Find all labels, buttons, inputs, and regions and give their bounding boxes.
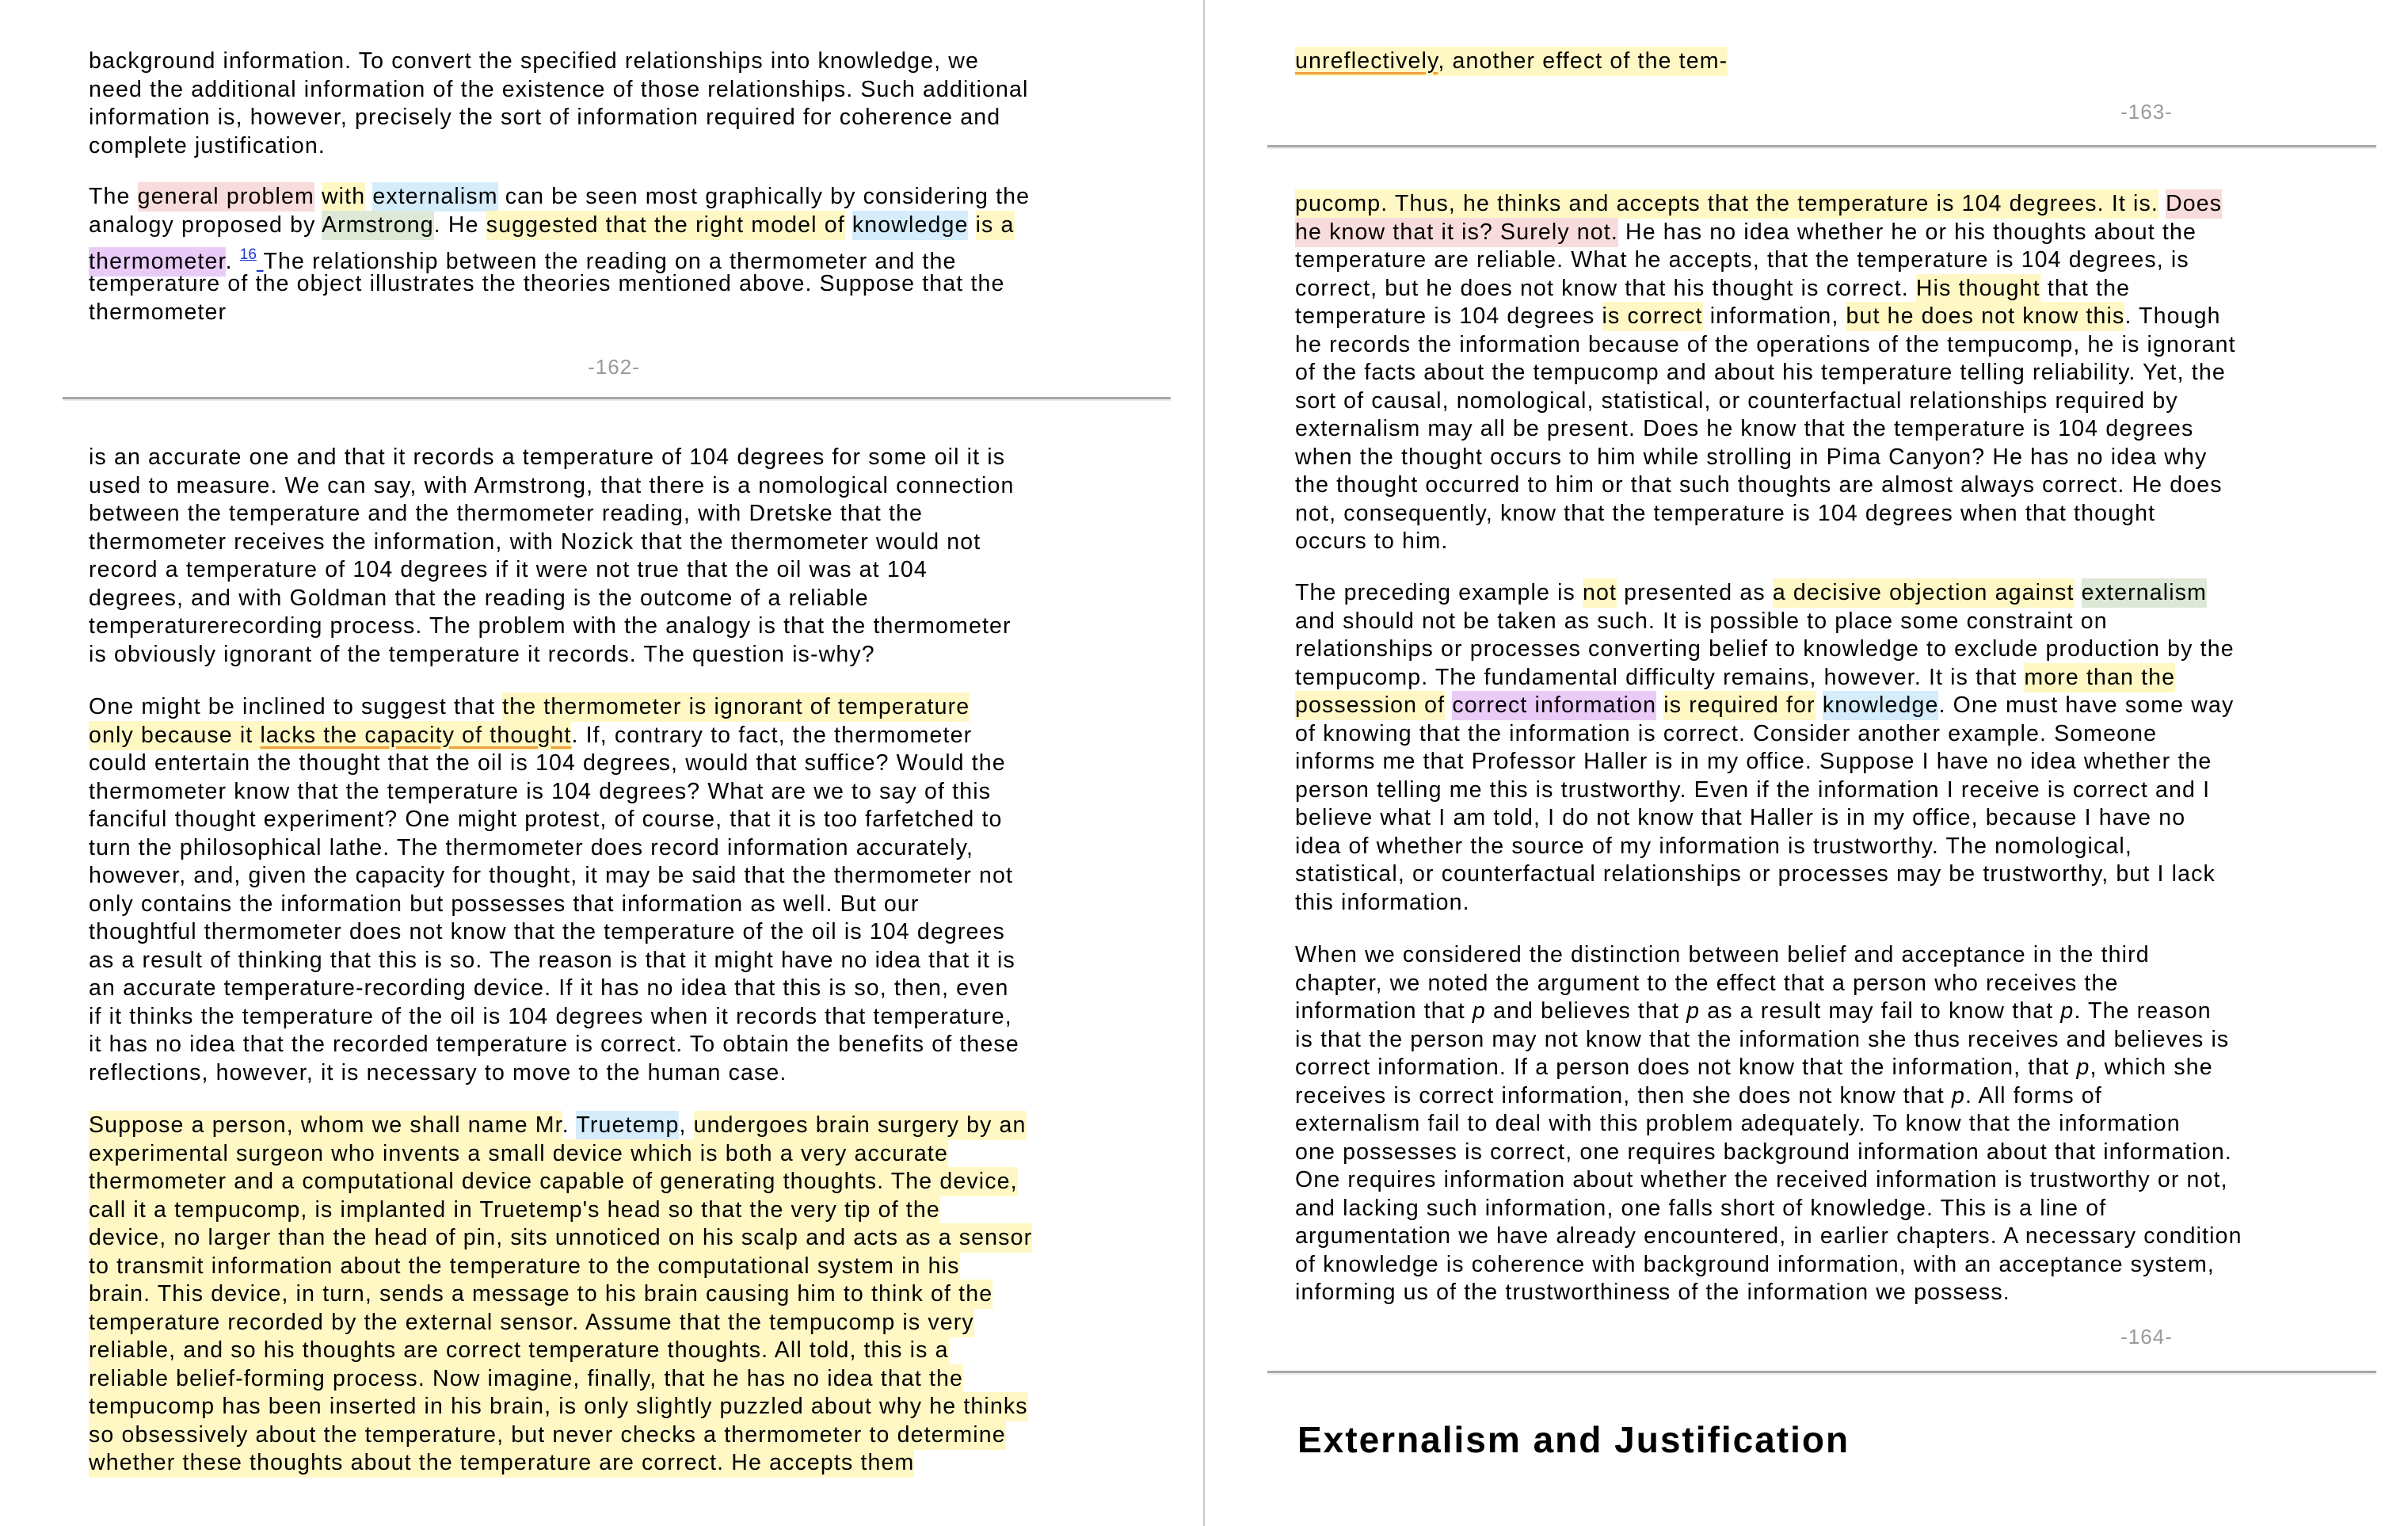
page-number-162: -162- [588,355,640,379]
text-line: temperature of the object illustrates the theories mentioned above. Suppose that the [89,271,1005,296]
text-line: when the thought occurs to him while strolling in Pima Canyon? He has no idea why [1295,444,2208,470]
text-line: between the temperature and the thermometer reading, with Dretske that the [89,501,924,526]
italic-variable: p [1472,998,1486,1024]
paragraph-truetemp [89,1112,1032,1478]
highlight-yellow[interactable]: His thought [1916,274,2040,303]
page-number-163: -163- [2120,100,2173,124]
text-line [1295,579,2235,608]
text-line: When we considered the distinction between belief and acceptance in the third [1295,942,2150,967]
highlight-yellow[interactable] [1295,47,1728,76]
highlight-yellow[interactable]: the thermometer is ignorant of temperature [502,692,970,722]
highlight-yellow[interactable]: pucomp. Thus, he thinks and accepts that the temperature is 104 degrees. It is. [1295,189,2158,219]
text-run [2158,191,2166,216]
text-run: . [562,1112,577,1138]
text-line [1295,664,2235,692]
highlight-pink[interactable]: Does [2166,189,2222,219]
highlight-yellow[interactable]: more than the [2024,663,2175,692]
text-line: externalism fail to deal with this problem adequately. To know that the information [1295,1111,2181,1136]
text-run: The relationship between the reading on a thermometer and the [263,249,957,274]
page-break-rule [63,397,1171,401]
left-page-pane[interactable] [0,0,1203,1526]
text-run [1816,692,1823,718]
footnote-link-16[interactable]: 16 [239,246,257,263]
text-line [1295,303,2236,331]
text-run: information, [1702,303,1846,329]
text-line [1295,1054,2242,1082]
highlight-yellow[interactable]: temperature recorded by the external sensor. Assume that the tempucomp is very [89,1308,974,1337]
paragraph-pucomp [1295,190,2236,556]
text-run: as a result may fail to know that [1700,998,2061,1024]
highlight-pink[interactable]: general problem [138,182,314,212]
text-line: need the additional information of the existence of those relationships. Such additional [89,76,1029,102]
page-break-rule [1267,145,2376,149]
text-line: thoughtful thermometer does not know that the temperature of the oil is 104 degrees [89,919,1005,944]
text-line: he records the information because of the operations of the tempucomp, he is ignorant [1295,331,2236,357]
text-run: correct information. If a person does not know that the information, that [1295,1055,2077,1080]
text-line [89,183,1030,212]
highlight-yellow[interactable]: call it a tempucomp, is implanted in Truetemp's head so that the very tip of the [89,1196,940,1225]
italic-variable: p [1686,998,1701,1024]
text-line: as a result of thinking that this is so. The reason is that it might have no idea that it is [89,947,1015,973]
highlight-yellow[interactable]: whether these thoughts about the temperature are correct. He accepts them [89,1448,914,1478]
text-run: . If, contrary to fact, the thermometer [571,722,973,748]
text-run: . All forms of [1964,1082,2102,1108]
text-run: information that [1295,998,1473,1024]
italic-variable: p [2076,1055,2090,1080]
text-line: however, and, given the capacity for thought, it may be said that the thermometer not [89,863,1014,888]
text-line: thermometer know that the temperature is 104 degrees? What are we to say of this [89,778,992,804]
underline-annotation[interactable]: unreflectively [1295,48,1438,74]
text-line: chapter, we noted the argument to the effect that a person who receives the [1295,970,2119,996]
text-line [89,239,1030,274]
paragraph-background-information [89,48,1029,160]
text-line: relationships or processes converting belief to knowledge to exclude production by the [1295,636,2235,662]
paragraph-tail-163 [1295,48,1728,76]
text-line: one possesses is correct, one requires background information about that information. [1295,1139,2232,1165]
text-run: , another effect of the tem- [1438,48,1728,74]
italic-variable: p [1951,1082,1965,1108]
text-line: statistical, or counterfactual relationships or processes may be trustworthy, but I lack [1295,861,2216,887]
highlight-yellow[interactable]: but he does not know this [1846,302,2124,331]
text-line [1295,219,2236,247]
text-line: if it thinks the temperature of the oil is 104 degrees when it records that temperature, [89,1003,1012,1029]
text-run [365,184,372,209]
text-line: not, consequently, know that the temperature is 104 degrees when that thought [1295,500,2156,526]
text-line: informs me that Professor Haller is in my office. Suppose I have no idea whether the [1295,749,2212,774]
text-run: correct, but he does not know that his thought is correct. [1295,275,1916,301]
highlight-green[interactable]: Armstrong [322,211,434,240]
highlight-yellow[interactable]: so obsessively about the temperature, but never checks a thermometer to determine [89,1421,1006,1450]
paragraph-general-problem [89,183,1030,326]
text-line: it has no idea that the recorded temperature is correct. To obtain the benefits of these [89,1032,1019,1057]
text-line: of knowledge is coherence with background information, with an acceptance system, [1295,1251,2215,1277]
text-line [89,1365,1032,1394]
text-line: background information. To convert the specified relationships into knowledge, we [89,48,979,74]
text-line [89,1280,1032,1309]
text-line: idea of whether the source of my information is trustworthy. The nomological, [1295,833,2132,859]
text-line: informing us of the trustworthiness of the information we possess. [1295,1280,2010,1305]
text-line: is an accurate one and that it records a temperature of 104 degrees for some oil it is [89,444,1006,470]
text-line [1295,275,2236,303]
text-line: information is, however, precisely the sort of information required for coherence and [89,105,1001,130]
text-line: person telling me this is trustworthy. Even if the information I receive is correct and I [1295,776,2211,803]
highlight-pink[interactable]: he know that it is? Surely not. [1295,218,1618,247]
text-run: . The reason [2074,998,2212,1024]
text-line [89,1224,1032,1253]
text-run: . He [433,212,486,238]
text-line [89,1253,1032,1281]
highlight-blue[interactable]: knowledge [852,211,969,240]
text-run: tempucomp. The fundamental difficulty remains, however. It is that [1295,664,2025,690]
text-line: an accurate temperature-recording device. If it has no idea that this is so, then, even [89,975,1009,1001]
text-run: and believes that [1485,998,1687,1024]
highlight-yellow[interactable]: possession of [1295,691,1445,720]
underline-annotation[interactable]: lacks the capacity of thought [260,722,572,748]
text-line: of knowing that the information is correct. Consider another example. Someone [1295,720,2158,746]
text-line [89,212,1030,240]
text-run: receives is correct information, then she does not know that [1295,1082,1952,1108]
highlight-yellow[interactable]: is a [976,211,1015,240]
highlight-yellow[interactable]: suggested that the right model of [486,211,845,240]
text-run: The [89,184,138,209]
text-run [1445,692,1452,718]
text-line: and should not be taken as such. It is possible to place some constraint on [1295,608,2108,634]
text-run [968,212,975,238]
text-line [89,1140,1032,1169]
text-line [1295,998,2242,1026]
text-line [89,1309,1032,1337]
text-line: thermometer receives the information, with Nozick that the thermometer would not [89,528,981,555]
text-line: temperature are reliable. What he accepts, that the temperature is 104 degrees, is [1295,247,2189,273]
text-line: believe what I am told, I do not know that Haller is in my office, because I have no [1295,805,2186,830]
text-line [89,693,1019,722]
highlight-yellow[interactable]: a decisive objection against [1773,578,2075,608]
text-line [89,1393,1032,1421]
text-line: of the facts about the tempucomp and about his temperature telling reliability. Yet, the [1295,360,2226,385]
text-line [89,1337,1032,1365]
text-line: only contains the information but possesses that information as well. But our [89,891,920,917]
highlight-green[interactable]: externalism [2082,578,2207,608]
text-run: presented as [1617,580,1773,605]
text-line: sort of causal, nomological, statistical, or counterfactual relationships required by [1295,387,2178,414]
text-line [89,722,1019,750]
text-run: The preceding example is [1295,580,1583,605]
text-run [845,212,852,238]
text-line [89,1196,1032,1225]
highlight-yellow[interactable] [89,721,571,750]
text-line: argumentation we have already encountered, in earlier chapters. A necessary condition [1295,1223,2242,1249]
highlight-yellow[interactable]: is correct [1602,302,1703,331]
highlight-yellow[interactable]: is required for [1663,691,1816,720]
text-line [1295,1082,2242,1111]
highlight-blue[interactable]: Truetemp [576,1111,679,1140]
text-line: degrees, and with Goldman that the reading is the outcome of a reliable [89,585,869,611]
text-line: temperaturerecording process. The problem with the analogy is that the thermometer [89,613,1012,639]
text-line [89,1449,1032,1478]
highlight-purple[interactable]: correct information [1452,691,1656,720]
text-line [89,1421,1032,1450]
highlight-yellow[interactable]: reliable belief-forming process. Now imagine, finally, that he has no idea that the [89,1364,963,1394]
text-line: turn the philosophical lathe. The thermometer does record information accurately, [89,834,974,860]
text-run: that the [2040,275,2131,301]
text-run: only because it [89,722,261,748]
text-line: record a temperature of 104 degrees if it were not true that the oil was at 104 [89,557,928,582]
text-line: the thought occurred to him or that such thoughts are almost always correct. He does [1295,472,2223,498]
highlight-yellow[interactable]: thermometer and a computational device capable of generating thoughts. The device, [89,1167,1018,1196]
highlight-yellow[interactable]: experimental surgeon who invents a small device which is both a very accurate [89,1139,948,1169]
paragraph-preceding-example [1295,579,2235,917]
highlight-yellow[interactable]: not [1583,578,1617,608]
text-line [1295,48,1728,76]
highlight-yellow[interactable]: undergoes brain surgery by an [694,1111,1027,1140]
italic-variable: p [2060,998,2075,1024]
highlight-yellow[interactable]: device, no larger than the head of pin, sits unnoticed on his scalp and acts as a sensor [89,1223,1032,1253]
highlight-purple[interactable]: thermometer [89,247,226,277]
text-line: is obviously ignorant of the temperature it records. The question is-why? [89,641,875,667]
text-run [314,184,322,209]
text-run: He has no idea whether he or his thoughts about the [1617,219,2197,245]
text-run: . [225,249,240,274]
text-run: temperature is 104 degrees [1295,303,1602,329]
text-run: , which she [2090,1055,2213,1080]
text-line [1295,692,2235,720]
text-line [89,1168,1032,1196]
highlight-yellow[interactable]: brain. This device, in turn, sends a message to his brain causing him to think of the [89,1280,993,1309]
page-number-164: -164- [2120,1325,2173,1349]
text-run: , [679,1112,694,1138]
text-run [1656,692,1663,718]
highlight-yellow[interactable]: reliable, and so his thoughts are correct temperature thoughts. All told, this is a [89,1336,949,1365]
text-line [89,1112,1032,1140]
highlight-yellow[interactable]: tempucomp has been inserted in his brain, is only slightly puzzled about why he thinks [89,1392,1028,1421]
text-line: externalism may all be present. Does he know that the temperature is 104 degrees [1295,416,2194,441]
text-line: thermometer [89,299,227,325]
paragraph-belief-acceptance [1295,941,2242,1307]
text-run: analogy proposed by [89,212,322,238]
text-line: this information. [1295,889,1470,915]
text-line: could entertain the thought that the oil is 104 degrees, would that suffice? Would the [89,750,1006,776]
page-break-rule [1267,1371,2376,1375]
text-line: used to measure. We can say, with Armstrong, that there is a nomological connection [89,472,1015,498]
text-line: fanciful thought experiment? One might protest, of course, that it is too farfetched to [89,807,1003,832]
highlight-yellow[interactable]: Suppose a person, whom we shall name Mr [89,1111,562,1140]
text-line: occurs to him. [1295,528,1449,554]
text-line: reflections, however, it is necessary to move to the human case. [89,1059,787,1085]
text-run: can be seen most graphically by considering the [497,184,1031,209]
text-line [1295,190,2236,219]
highlight-blue[interactable]: knowledge [1823,691,1939,720]
paragraph-thoughtful-thermometer [89,693,1019,1087]
section-heading: Externalism and Justification [1297,1419,1850,1460]
highlight-yellow[interactable]: to transmit information about the temperature to the computational system in his [89,1252,960,1281]
text-run: . One must have some way [1938,692,2235,718]
paragraph-thermometer-analogy [89,444,1014,669]
highlight-blue[interactable]: externalism [372,182,497,212]
text-run: . Though [2124,303,2221,329]
right-page-pane[interactable] [1204,0,2408,1526]
text-run [2075,580,2082,605]
text-line: complete justification. [89,132,326,158]
text-line: and lacking such information, one falls short of knowledge. This is a line of [1295,1195,2107,1221]
highlight-yellow[interactable]: with [322,182,365,212]
text-line: One requires information about whether the received information is trustworthy or not, [1295,1167,2228,1192]
text-line: is that the person may not know that the information she thus receives and believes is [1295,1026,2230,1052]
text-run: One might be inclined to suggest that [89,694,503,719]
